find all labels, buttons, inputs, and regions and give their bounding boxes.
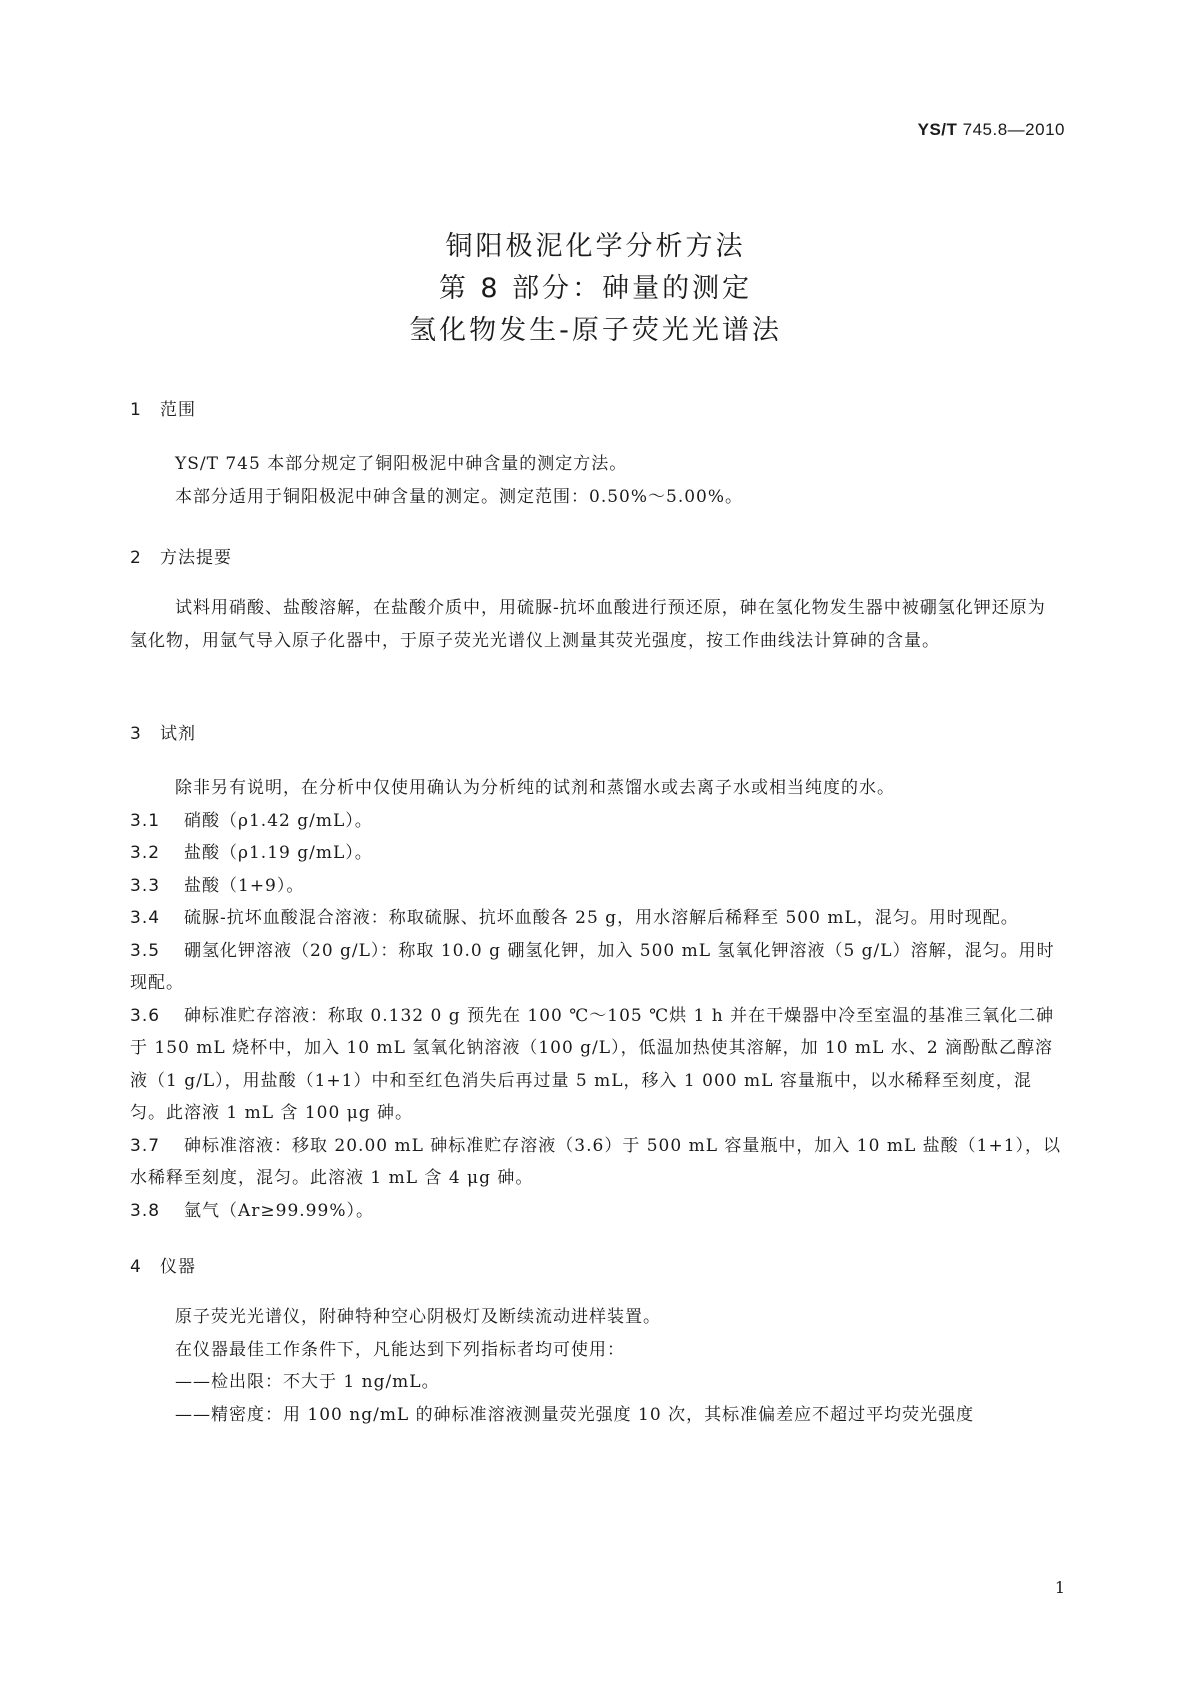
reagent-item-3-6: 3.6 砷标准贮存溶液：称取 0.132 0 g 预先在 100 ℃～105 ℃烘 1 h 并在干燥器中冷至室温的基准三氧化二砷于 150 mL 烧杯中，加入 10 mL 氢氧化钠溶液（100 g/L），低温加热使其溶解，加 10 mL 水、2 滴酚酞乙醇溶液（1 g/L），用盐酸（1+1）中和至红色消失后再过量 5 mL，移入 1 000 mL 容量瓶中，以水稀释至刻度，混匀。此溶液 1 mL 含 100 μg 砷。 (130, 1005, 1055, 1123)
reagent-item-3-7: 3.7 砷标准溶液：移取 20.00 mL 砷标准贮存溶液（3.6）于 500 mL 容量瓶中，加入 10 mL 盐酸（1+1），以水稀释至刻度，混匀。此溶液 1 mL 含 4 μg 砷。 (130, 1135, 1062, 1188)
standard-code-number: 745.8—2010 (957, 120, 1065, 139)
standard-code-prefix: YS/T (917, 120, 958, 139)
title-line-1: 铜阳极泥化学分析方法 (445, 231, 746, 262)
section-1-number: 1 (130, 400, 142, 420)
paragraph: YS/T 745 本部分规定了铜阳极泥中砷含量的测定方法。 (175, 454, 628, 474)
paragraph: 原子荧光光谱仪，附砷特种空心阴极灯及断续流动进样装置。 (175, 1307, 661, 1327)
section-2-title: 方法提要 (160, 548, 232, 568)
paragraph: 试料用硝酸、盐酸溶解，在盐酸介质中，用硫脲-抗坏血酸进行预还原，砷在氢化物发生器中被硼氢化钾还原为氢化物，用氩气导入原子化器中，于原子荧光光谱仪上测量其荧光强度，按工作曲线法计算砷的含量。 (130, 598, 1046, 651)
paragraph: 在仪器最佳工作条件下，凡能达到下列指标者均可使用： (175, 1339, 625, 1360)
section-4-heading (130, 1252, 196, 1277)
reagent-item-3-4: 3.4 硫脲-抗坏血酸混合溶液：称取硫脲、抗坏血酸各 25 g，用水溶解后稀释至 500 mL，混匀。用时现配。 (130, 908, 1019, 928)
section-4-body (130, 1301, 1062, 1431)
paragraph: ——精密度：用 100 ng/mL 的砷标准溶液测量荧光强度 10 次，其标准偏差应不超过平均荧光强度 (175, 1404, 975, 1425)
reagent-item-3-5: 3.5 硼氢化钾溶液（20 g/L）：称取 10.0 g 硼氢化钾，加入 500 mL 氢氧化钾溶液（5 g/L）溶解，混匀。用时现配。 (130, 940, 1055, 993)
reagent-item-3-1: 3.1 硝酸（ρ1.42 g/mL）。 (130, 810, 373, 831)
section-2-body (130, 592, 1062, 657)
section-3-body (130, 772, 1062, 1227)
reagent-item-3-3: 3.3 盐酸（1+9）。 (130, 875, 305, 896)
section-2-number: 2 (130, 548, 142, 568)
paragraph: ——检出限：不大于 1 ng/mL。 (175, 1372, 440, 1392)
section-1-body (130, 448, 1062, 513)
section-4-title: 仪器 (160, 1257, 196, 1277)
section-1-title: 范围 (160, 400, 196, 420)
standard-code (918, 120, 1065, 140)
section-2-heading (130, 543, 232, 568)
section-3-intro: 除非另有说明，在分析中仅使用确认为分析纯的试剂和蒸馏水或去离子水或相当纯度的水。 (175, 778, 895, 798)
section-4-number: 4 (130, 1257, 142, 1277)
reagent-item-3-8: 3.8 氩气（Ar≥99.99%）。 (130, 1200, 374, 1221)
section-3-heading (130, 719, 196, 744)
title-line-3: 氢化物发生-原子荧光光谱法 (409, 315, 782, 346)
title-line-2: 第 8 部分：砷量的测定 (438, 273, 753, 304)
page-number: 1 (1054, 1578, 1065, 1597)
section-3-number: 3 (130, 724, 142, 744)
paragraph: 本部分适用于铜阳极泥中砷含量的测定。测定范围：0.50%～5.00%。 (175, 486, 744, 507)
section-3-title: 试剂 (160, 724, 196, 744)
reagent-item-3-2: 3.2 盐酸（ρ1.19 g/mL）。 (130, 843, 373, 863)
document-title (0, 226, 1191, 352)
section-1-heading (130, 395, 196, 420)
